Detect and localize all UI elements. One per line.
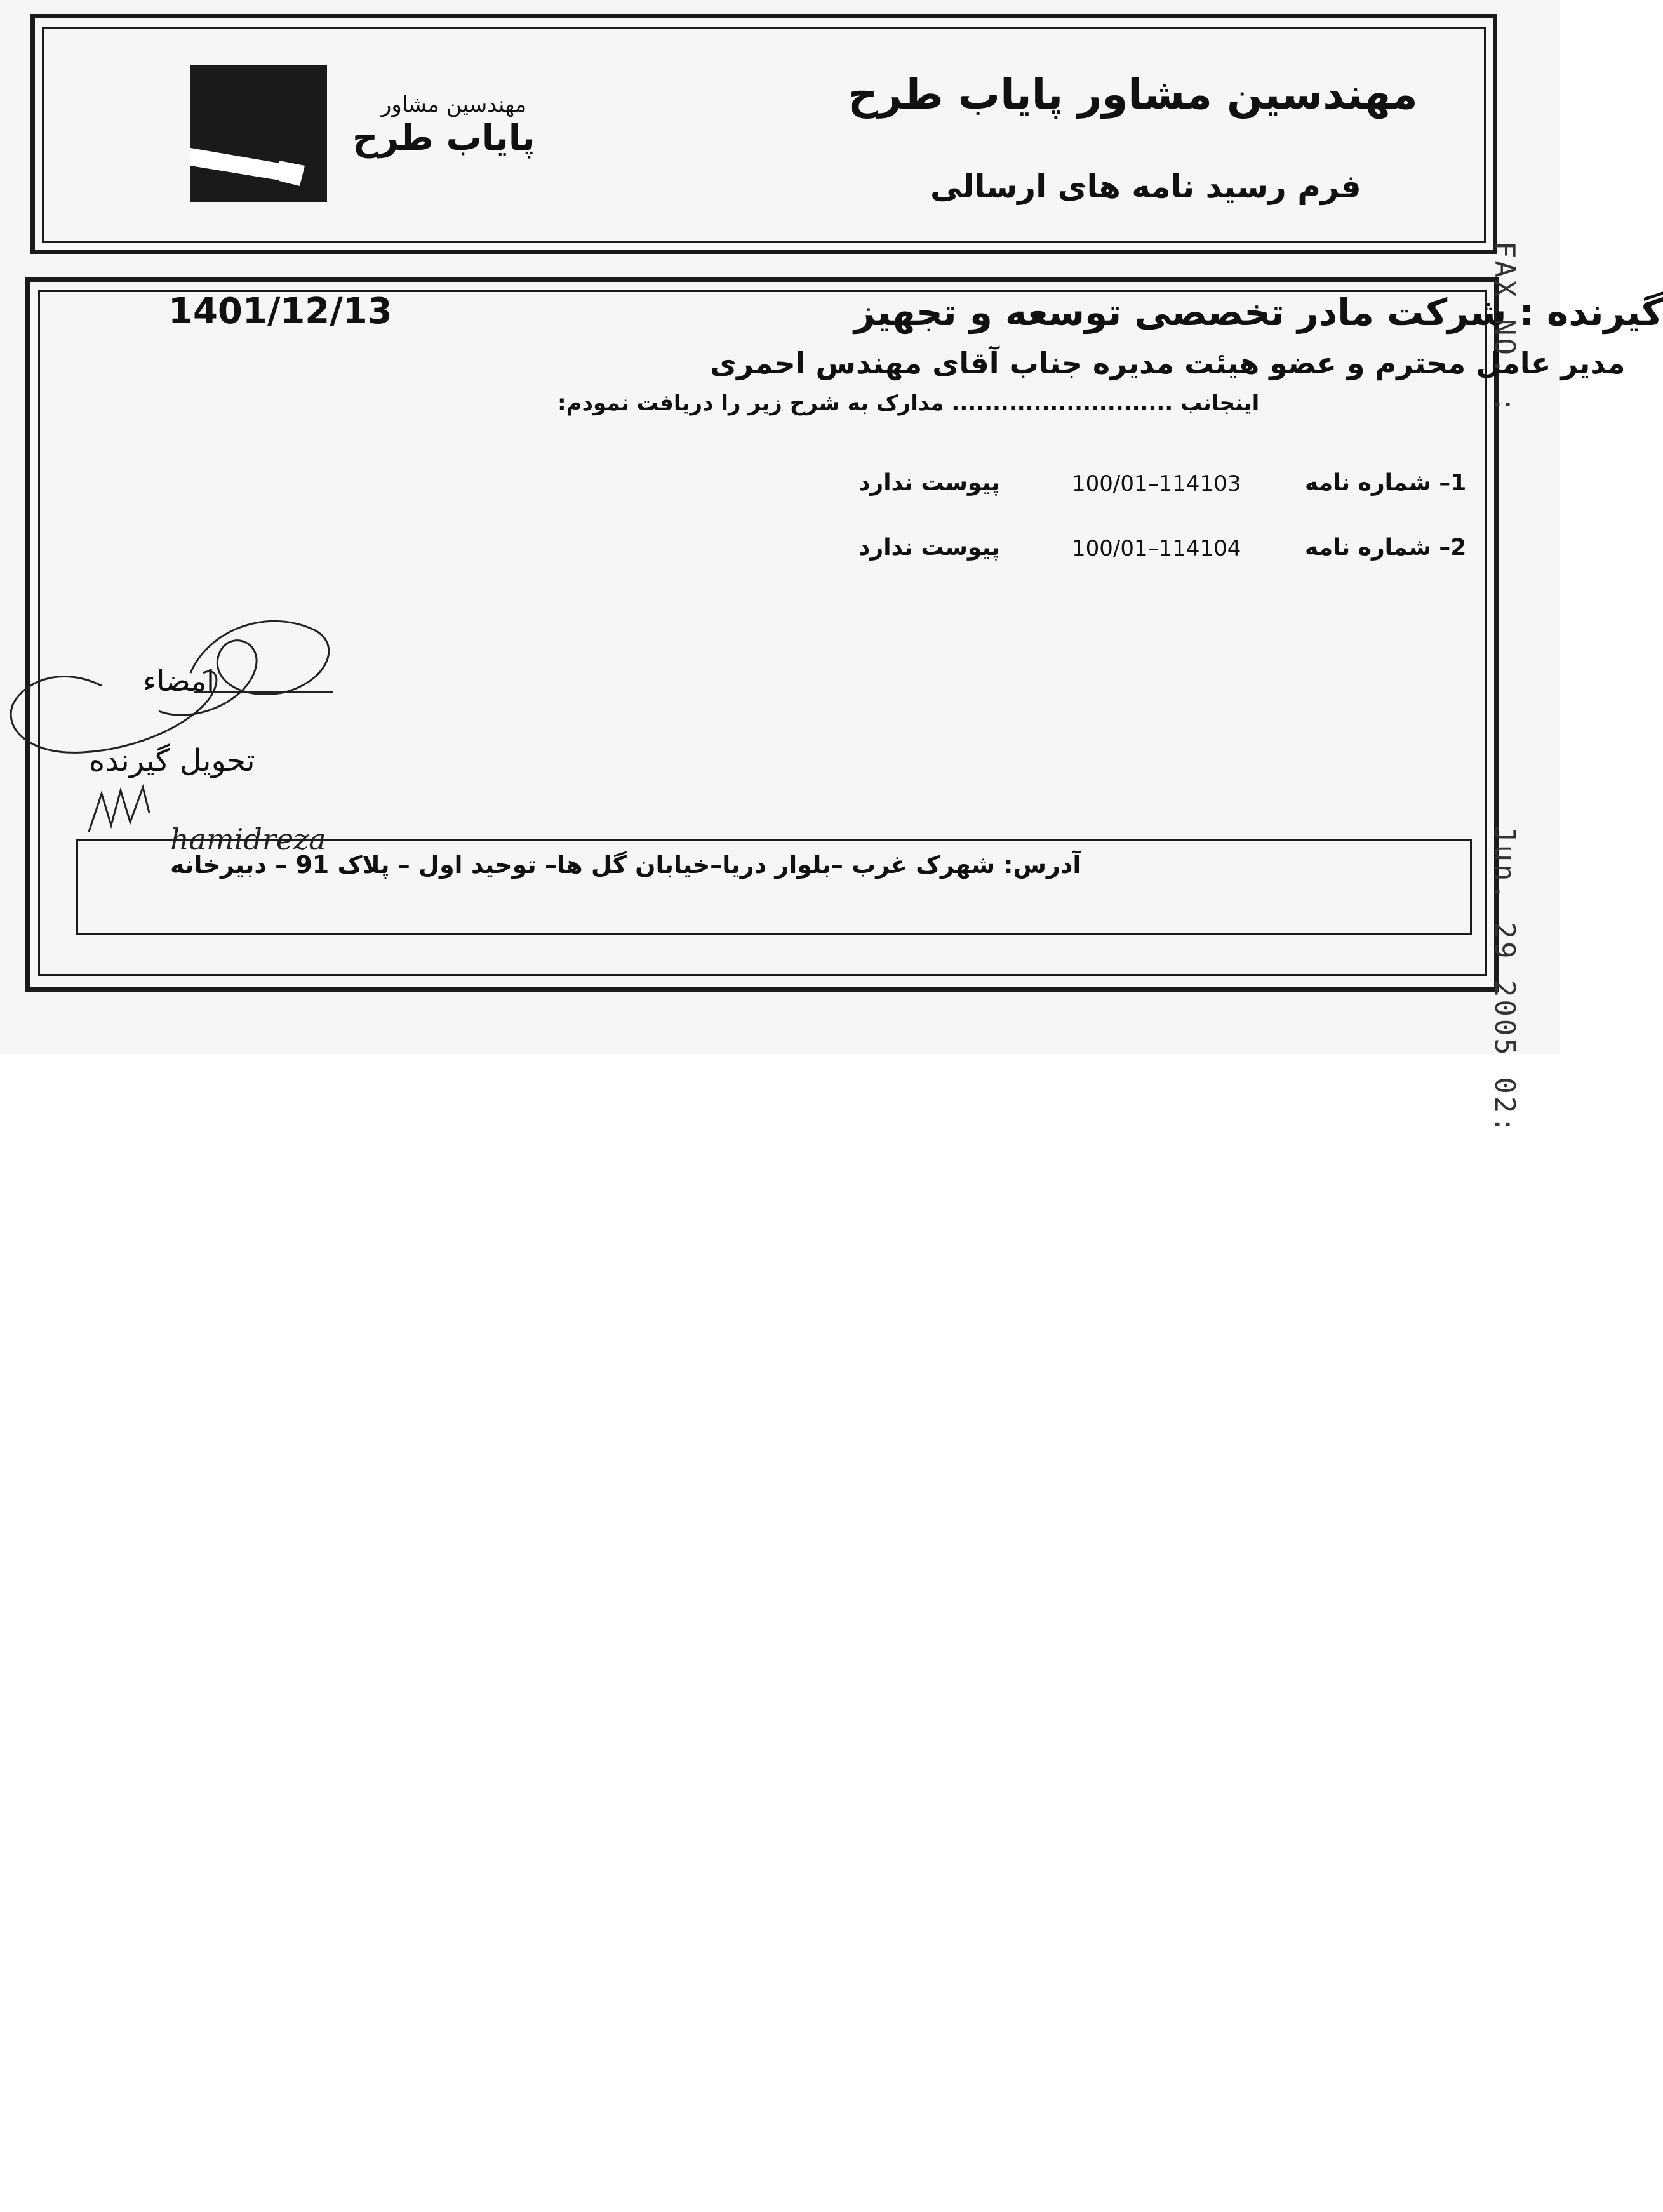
form-title: فرم رسید نامه های ارسالی	[930, 168, 1361, 205]
item-attachment: پیوست ندارد	[858, 470, 1000, 496]
footer-address: آدرس: شهرک غرب –بلوار دریا–خیابان گل ها– توحید اول – پلاک 91 – دبیرخانه	[170, 851, 1081, 879]
item-number: 100/01–114103	[1072, 471, 1241, 496]
addressee-line: مدیر عامل محترم و عضو هیئت مدیره جناب آقای مهندس احمری	[710, 346, 1626, 380]
fax-top-text: FAX NO. :	[1488, 241, 1521, 416]
item-label: 1– شماره نامه	[1305, 470, 1467, 496]
recipient-line: گیرنده : شرکت مادر تخصصی توسعه و تجهیز	[854, 291, 1663, 334]
logo-large-text: پایاب طرح	[352, 117, 535, 159]
logo-small-text: مهندسین مشاور	[381, 92, 527, 117]
company-name: مهندسین مشاور پایاب طرح	[848, 70, 1418, 119]
document-date: 1401/12/13	[168, 291, 392, 332]
item-attachment: پیوست ندارد	[858, 535, 1000, 561]
item-number: 100/01–114104	[1072, 536, 1241, 561]
signature-label: امضاء	[143, 663, 215, 698]
signature-name: hamidreza	[170, 822, 326, 856]
receipt-statement: اینجانب ........................... مدارک به شرح زیر را دریافت نمودم:	[558, 390, 1260, 416]
item-label: 2– شماره نامه	[1305, 535, 1467, 561]
company-logo	[190, 65, 327, 202]
fax-date-text: Jun. 29 2005 02:	[1488, 825, 1521, 1135]
receiver-label: تحویل گیرنده	[89, 743, 255, 778]
logo-mark-icon	[190, 65, 327, 202]
